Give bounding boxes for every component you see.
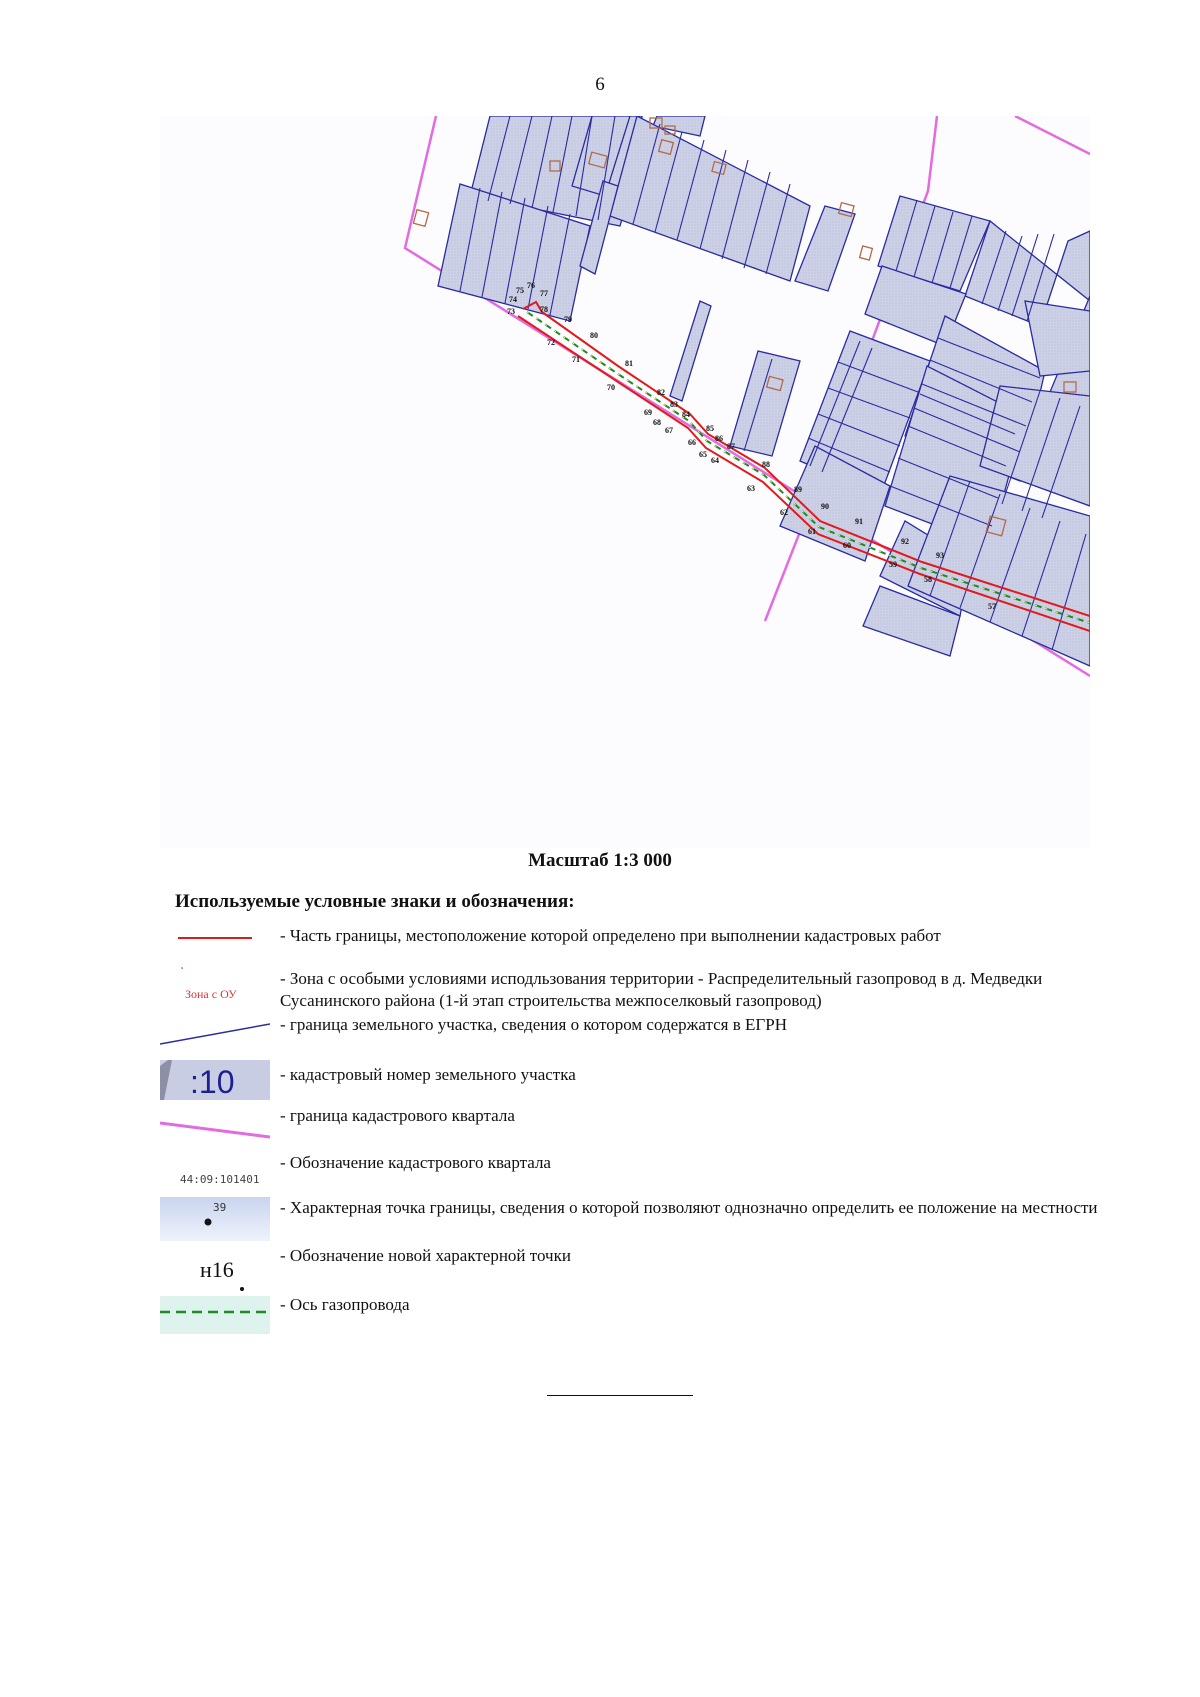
point-symbol xyxy=(160,1197,270,1241)
legend-text: - Обозначение новой характерной точки xyxy=(280,1246,571,1265)
legend-text: - Зона с особыми условиями исподльзования территории - Распределительный газопровод в д. Медведки Сусанинского района (1-й этап строительства межпоселковый газопровод) xyxy=(280,969,1043,1010)
point-label: 61 xyxy=(808,527,816,536)
point-label: 92 xyxy=(901,537,909,546)
point-label: 79 xyxy=(564,315,572,324)
point-label: 89 xyxy=(794,485,802,494)
point-label: 59 xyxy=(889,560,897,569)
land-parcels xyxy=(438,116,1090,666)
point-label: 67 xyxy=(665,426,673,435)
point-label: 57 xyxy=(988,602,996,611)
legend-item-new-point xyxy=(160,1245,1100,1291)
point-label: 93 xyxy=(936,551,944,560)
new-point-symbol xyxy=(160,1245,270,1291)
zone-label: Зона с ОУ xyxy=(185,987,237,1001)
point-label: 83 xyxy=(670,400,678,409)
map-canvas xyxy=(160,116,1090,848)
red-line-symbol xyxy=(160,922,270,960)
legend-item-boundary-part xyxy=(160,922,1100,962)
legend-item-cadastral-number xyxy=(160,1058,1100,1102)
point-label: 72 xyxy=(547,338,555,347)
quarter-label-symbol xyxy=(160,1150,270,1196)
point-label: 73 xyxy=(507,307,515,316)
point-label: 62 xyxy=(780,508,788,517)
page-number: 6 xyxy=(595,74,605,95)
zone-symbol xyxy=(160,962,270,1012)
footer-rule xyxy=(547,1395,693,1396)
legend-item-characteristic-point xyxy=(160,1197,1100,1243)
point-label: 90 xyxy=(821,502,829,511)
point-label: 70 xyxy=(607,383,615,392)
legend-text: - граница земельного участка, сведения о котором содержатся в ЕГРН xyxy=(280,1015,787,1034)
cadastral-map xyxy=(160,116,1090,848)
point-label: 77 xyxy=(540,289,548,298)
point-label: 81 xyxy=(625,359,633,368)
legend-item-quarter-designation xyxy=(160,1150,1100,1196)
point-label: 71 xyxy=(572,355,580,364)
point-label: 74 xyxy=(509,295,517,304)
legend-text: - Обозначение кадастрового квартала xyxy=(280,1153,551,1172)
point-label: 86 xyxy=(715,434,723,443)
pink-line-symbol xyxy=(160,1105,270,1149)
point-label: 65 xyxy=(699,450,707,459)
point-label: 68 xyxy=(653,418,661,427)
point-label: 78 xyxy=(540,305,548,314)
point-label: 85 xyxy=(706,424,714,433)
point-label: 66 xyxy=(688,438,696,447)
legend-item-special-zone xyxy=(160,962,1100,1014)
point-label: 80 xyxy=(590,331,598,340)
legend-text: - Часть границы, местоположение которой определено при выполнении кадастровых работ xyxy=(280,926,941,945)
point-label: 82 xyxy=(657,388,665,397)
point-label: 60 xyxy=(843,541,851,550)
blue-line-symbol xyxy=(160,1014,270,1058)
point-label: 91 xyxy=(855,517,863,526)
quarter-label: 44:09:101401 xyxy=(180,1173,260,1186)
point-label: 63 xyxy=(747,484,755,493)
legend-item-parcel-boundary xyxy=(160,1014,1100,1058)
point-label: 76 xyxy=(527,281,535,290)
point-label: 64 xyxy=(711,456,719,465)
new-point-label: н16 xyxy=(200,1257,234,1282)
legend-title: Используемые условные знаки и обозначения: xyxy=(175,891,575,912)
point-label: 69 xyxy=(644,408,652,417)
legend-item-gas-axis xyxy=(160,1294,1100,1334)
point-label: 84 xyxy=(682,410,690,419)
legend-text: - граница кадастрового квартала xyxy=(280,1106,515,1125)
legend-item-quarter-boundary xyxy=(160,1105,1100,1149)
point-label: 58 xyxy=(924,575,932,584)
legend-text: - кадастровый номер земельного участка xyxy=(280,1065,576,1084)
cadastral-number-symbol xyxy=(160,1060,270,1100)
cadastral-number-label: :10 xyxy=(190,1064,235,1100)
point-label: 87 xyxy=(727,442,735,451)
legend-text: - Характерная точка границы, сведения о которой позволяют однозначно определить ее положение на местности xyxy=(280,1198,1098,1217)
point-label: 88 xyxy=(762,460,770,469)
legend-text: - Ось газопровода xyxy=(280,1295,410,1314)
point-symbol-label: 39 xyxy=(213,1201,227,1214)
gas-axis-symbol xyxy=(160,1296,270,1334)
point-label: 75 xyxy=(516,286,524,295)
map-scale: Масштаб 1:3 000 xyxy=(528,850,672,871)
